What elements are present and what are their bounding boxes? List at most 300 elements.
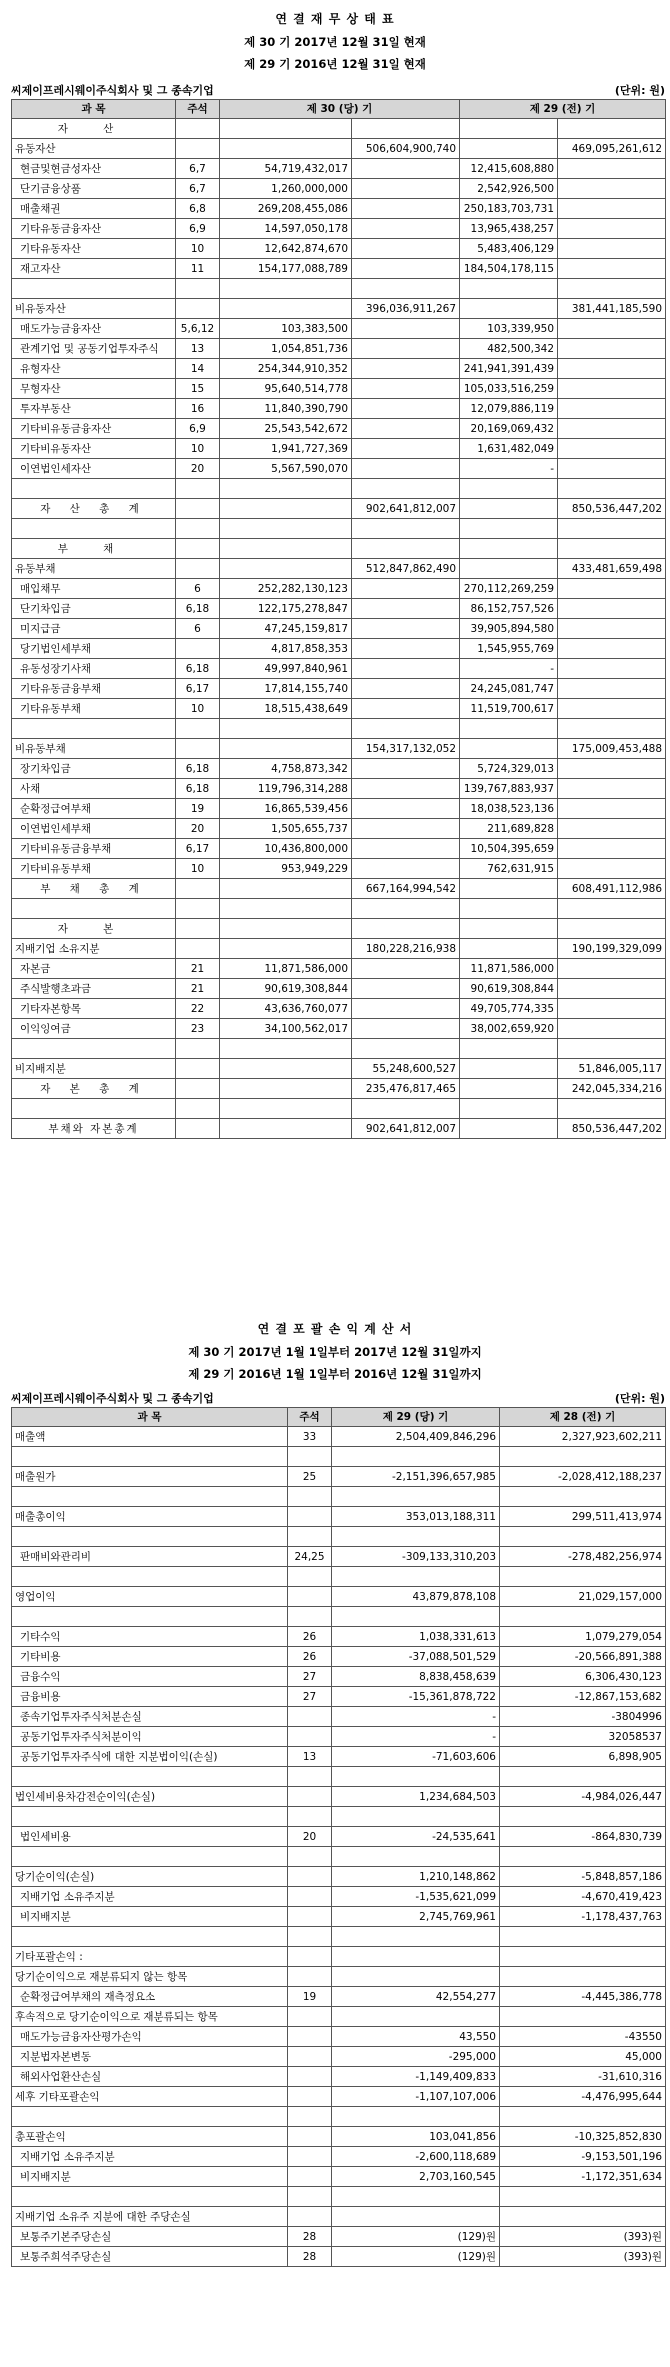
bs-prior-item-amount: 24,245,081,747 — [460, 679, 558, 699]
is-header-row — [12, 1408, 666, 1427]
bs-current-subtotal: 55,248,600,527 — [352, 1059, 460, 1079]
bs-account-label: 재고자산 — [12, 259, 176, 279]
is-row — [12, 1967, 666, 1987]
bs-note: 21 — [176, 959, 220, 979]
bs-account-label: 당기법인세부채 — [12, 639, 176, 659]
bs-empty-cell — [220, 899, 352, 919]
bs-row — [12, 759, 666, 779]
bs-empty-cell — [352, 519, 460, 539]
bs-empty-cell — [12, 519, 176, 539]
bs-prior-subtotal — [558, 619, 666, 639]
bs-prior-subtotal — [558, 319, 666, 339]
is-note — [288, 1887, 332, 1907]
is-prior-amount: -4,670,419,423 — [500, 1887, 666, 1907]
bs-empty-cell — [460, 1039, 558, 1059]
is-current-amount: (129)원 — [332, 2247, 500, 2267]
bs-row — [12, 219, 666, 239]
bs-current-item-amount — [220, 499, 352, 519]
is-row — [12, 1487, 666, 1507]
bs-current-subtotal — [352, 999, 460, 1019]
is-empty-cell — [332, 1567, 500, 1587]
is-prior-amount: -3804996 — [500, 1707, 666, 1727]
bs-empty-cell — [220, 479, 352, 499]
bs-note: 10 — [176, 699, 220, 719]
is-current-amount: 103,041,856 — [332, 2127, 500, 2147]
is-prior-amount: -10,325,852,830 — [500, 2127, 666, 2147]
bs-current-subtotal — [352, 839, 460, 859]
bs-prior-item-amount: 49,705,774,335 — [460, 999, 558, 1019]
is-account-label: 비지배지분 — [12, 1907, 288, 1927]
bs-prior-item-amount — [460, 499, 558, 519]
bs-account-label: 기타비유동부채 — [12, 859, 176, 879]
is-prior-amount — [500, 2007, 666, 2027]
is-prior-amount: -1,172,351,634 — [500, 2167, 666, 2187]
bs-current-item-amount: 16,865,539,456 — [220, 799, 352, 819]
bs-row — [12, 199, 666, 219]
bs-company-line — [11, 82, 665, 98]
bs-note — [176, 739, 220, 759]
bs-row — [12, 379, 666, 399]
bs-prior-subtotal — [558, 599, 666, 619]
bs-current-subtotal — [352, 179, 460, 199]
is-empty-cell — [12, 1767, 288, 1787]
bs-empty-cell — [12, 899, 176, 919]
is-empty-cell — [332, 2187, 500, 2207]
is-empty-cell — [12, 1847, 288, 1867]
is-empty-cell — [12, 2107, 288, 2127]
is-note — [288, 2047, 332, 2067]
bs-current-item-amount: 47,245,159,817 — [220, 619, 352, 639]
is-account-label: 기타수익 — [12, 1627, 288, 1647]
is-empty-cell — [500, 2187, 666, 2207]
is-prior-amount: 32058537 — [500, 1727, 666, 1747]
bs-prior-item-amount: 5,724,329,013 — [460, 759, 558, 779]
is-row — [12, 2047, 666, 2067]
bs-note — [176, 499, 220, 519]
bs-empty-cell — [220, 519, 352, 539]
bs-note: 11 — [176, 259, 220, 279]
bs-empty-cell — [460, 919, 558, 939]
is-prior-amount: 1,079,279,054 — [500, 1627, 666, 1647]
is-period-current: 제 30 기 2017년 1월 1일부터 2017년 12월 31일까지 — [188, 1345, 482, 1359]
bs-note: 10 — [176, 859, 220, 879]
bs-prior-subtotal — [558, 159, 666, 179]
bs-account-label: 매입채무 — [12, 579, 176, 599]
bs-row — [12, 939, 666, 959]
bs-prior-item-amount: 250,183,703,731 — [460, 199, 558, 219]
bs-empty-cell — [176, 919, 220, 939]
is-period-prior: 제 29 기 2016년 1월 1일부터 2016년 12월 31일까지 — [188, 1367, 482, 1381]
is-note — [288, 1967, 332, 1987]
bs-empty-cell — [558, 1039, 666, 1059]
bs-note: 6,18 — [176, 779, 220, 799]
bs-prior-item-amount: 184,504,178,115 — [460, 259, 558, 279]
bs-row — [12, 399, 666, 419]
bs-prior-item-amount — [460, 1059, 558, 1079]
is-empty-cell — [332, 1927, 500, 1947]
bs-prior-item-amount — [460, 1119, 558, 1139]
bs-current-subtotal — [352, 379, 460, 399]
bs-account-label: 지배기업 소유지분 — [12, 939, 176, 959]
bs-empty-cell — [558, 719, 666, 739]
bs-company-name: 씨제이프레시웨이주식회사 및 그 종속기업 — [11, 84, 214, 97]
is-empty-cell — [332, 1607, 500, 1627]
bs-current-subtotal — [352, 799, 460, 819]
is-empty-cell — [500, 1607, 666, 1627]
bs-section-heading: 자 산 — [12, 119, 176, 139]
bs-prior-item-amount: 2,542,926,500 — [460, 179, 558, 199]
is-current-amount: (129)원 — [332, 2227, 500, 2247]
is-row — [12, 1467, 666, 1487]
bs-current-item-amount: 43,636,760,077 — [220, 999, 352, 1019]
is-account-label: 법인세비용차감전순이익(손실) — [12, 1787, 288, 1807]
bs-prior-item-amount: 762,631,915 — [460, 859, 558, 879]
is-current-amount: 1,234,684,503 — [332, 1787, 500, 1807]
bs-row — [12, 659, 666, 679]
bs-empty-cell — [220, 119, 352, 139]
is-empty-cell — [12, 2187, 288, 2207]
is-row — [12, 1847, 666, 1867]
is-empty-cell — [288, 1567, 332, 1587]
bs-row — [12, 299, 666, 319]
is-row — [12, 1427, 666, 1447]
is-current-amount: -37,088,501,529 — [332, 1647, 500, 1667]
bs-prior-subtotal — [558, 819, 666, 839]
is-prior-amount: -864,830,739 — [500, 1827, 666, 1847]
bs-empty-cell — [176, 899, 220, 919]
is-current-amount: 2,504,409,846,296 — [332, 1427, 500, 1447]
bs-row — [12, 339, 666, 359]
is-row — [12, 1907, 666, 1927]
bs-note: 6,8 — [176, 199, 220, 219]
bs-current-subtotal — [352, 259, 460, 279]
is-current-amount: -1,107,107,006 — [332, 2087, 500, 2107]
is-row — [12, 1667, 666, 1687]
bs-prior-subtotal — [558, 379, 666, 399]
bs-current-subtotal — [352, 319, 460, 339]
bs-account-label: 이연법인세부채 — [12, 819, 176, 839]
is-prior-amount: -20,566,891,388 — [500, 1647, 666, 1667]
bs-current-item-amount: 18,515,438,649 — [220, 699, 352, 719]
is-empty-cell — [332, 1847, 500, 1867]
is-current-amount: 43,879,878,108 — [332, 1587, 500, 1607]
is-current-amount: 43,550 — [332, 2027, 500, 2047]
bs-current-subtotal — [352, 359, 460, 379]
is-account-label: 공동기업투자주식처분이익 — [12, 1727, 288, 1747]
bs-unit-label: (단위: 원) — [614, 84, 665, 97]
is-note — [288, 1907, 332, 1927]
is-account-label: 공동기업투자주식에 대한 지분법이익(손실) — [12, 1747, 288, 1767]
is-current-amount: -309,133,310,203 — [332, 1547, 500, 1567]
bs-prior-subtotal — [558, 679, 666, 699]
is-header-prior: 제 28 (전) 기 — [500, 1408, 666, 1427]
bs-current-subtotal: 667,164,994,542 — [352, 879, 460, 899]
is-row — [12, 1767, 666, 1787]
bs-row — [12, 319, 666, 339]
bs-empty-cell — [352, 279, 460, 299]
bs-section-heading: 부 채 — [12, 539, 176, 559]
is-row — [12, 1707, 666, 1727]
bs-current-subtotal — [352, 759, 460, 779]
is-company-name: 씨제이프레시웨이주식회사 및 그 종속기업 — [11, 1392, 214, 1405]
bs-empty-cell — [220, 919, 352, 939]
is-current-amount: 1,038,331,613 — [332, 1627, 500, 1647]
bs-prior-subtotal — [558, 759, 666, 779]
is-empty-cell — [288, 1767, 332, 1787]
bs-current-subtotal: 512,847,862,490 — [352, 559, 460, 579]
is-prior-amount: -5,848,857,186 — [500, 1867, 666, 1887]
bs-current-item-amount: 154,177,088,789 — [220, 259, 352, 279]
bs-empty-cell — [558, 1099, 666, 1119]
is-row — [12, 1787, 666, 1807]
is-title: 연 결 포 괄 손 익 계 산 서 — [257, 1322, 413, 1336]
is-row — [12, 1647, 666, 1667]
bs-empty-cell — [12, 1039, 176, 1059]
bs-prior-item-amount: 103,339,950 — [460, 319, 558, 339]
bs-note: 20 — [176, 819, 220, 839]
bs-account-label: 이연법인세자산 — [12, 459, 176, 479]
bs-current-item-amount: 14,597,050,178 — [220, 219, 352, 239]
bs-account-label: 기타유동금융부채 — [12, 679, 176, 699]
income-statement-table — [11, 1407, 666, 2267]
bs-row — [12, 799, 666, 819]
bs-note: 6,18 — [176, 759, 220, 779]
bs-header-account: 과 목 — [12, 100, 176, 119]
bs-row — [12, 839, 666, 859]
is-row — [12, 2227, 666, 2247]
is-row — [12, 2107, 666, 2127]
bs-prior-subtotal: 433,481,659,498 — [558, 559, 666, 579]
is-empty-cell — [500, 1927, 666, 1947]
bs-prior-subtotal — [558, 779, 666, 799]
is-account-label: 법인세비용 — [12, 1827, 288, 1847]
is-row — [12, 1607, 666, 1627]
bs-prior-item-amount: 86,152,757,526 — [460, 599, 558, 619]
is-row — [12, 2207, 666, 2227]
is-row — [12, 2147, 666, 2167]
bs-current-item-amount: 25,543,542,672 — [220, 419, 352, 439]
bs-note — [176, 639, 220, 659]
bs-prior-subtotal — [558, 419, 666, 439]
is-prior-amount — [500, 1947, 666, 1967]
is-empty-cell — [288, 1527, 332, 1547]
bs-prior-subtotal — [558, 979, 666, 999]
is-empty-cell — [12, 1527, 288, 1547]
is-prior-amount: -4,476,995,644 — [500, 2087, 666, 2107]
bs-row — [12, 599, 666, 619]
is-account-label: 매출총이익 — [12, 1507, 288, 1527]
is-empty-cell — [332, 1487, 500, 1507]
is-empty-cell — [12, 1607, 288, 1627]
bs-account-label: 비유동자산 — [12, 299, 176, 319]
is-note: 13 — [288, 1747, 332, 1767]
bs-current-subtotal — [352, 979, 460, 999]
bs-note: 6,7 — [176, 179, 220, 199]
bs-note: 13 — [176, 339, 220, 359]
bs-current-subtotal: 902,641,812,007 — [352, 499, 460, 519]
bs-prior-item-amount: 105,033,516,259 — [460, 379, 558, 399]
is-row — [12, 2087, 666, 2107]
is-row — [12, 1747, 666, 1767]
bs-empty-cell — [220, 719, 352, 739]
bs-empty-cell — [558, 119, 666, 139]
bs-account-label: 자 본 총 계 — [12, 1079, 176, 1099]
bs-current-subtotal — [352, 639, 460, 659]
bs-note: 6,17 — [176, 679, 220, 699]
bs-row — [12, 119, 666, 139]
bs-current-item-amount — [220, 1059, 352, 1079]
bs-note: 6,18 — [176, 659, 220, 679]
bs-note: 6,18 — [176, 599, 220, 619]
is-row — [12, 2127, 666, 2147]
bs-prior-subtotal — [558, 699, 666, 719]
bs-row — [12, 819, 666, 839]
bs-current-subtotal — [352, 579, 460, 599]
is-current-amount: -1,149,409,833 — [332, 2067, 500, 2087]
bs-current-item-amount: 103,383,500 — [220, 319, 352, 339]
is-account-label: 해외사업환산손실 — [12, 2067, 288, 2087]
bs-current-subtotal — [352, 219, 460, 239]
bs-current-subtotal — [352, 439, 460, 459]
bs-prior-subtotal — [558, 239, 666, 259]
bs-row — [12, 779, 666, 799]
is-prior-amount: 2,327,923,602,211 — [500, 1427, 666, 1447]
is-prior-amount: -31,610,316 — [500, 2067, 666, 2087]
bs-current-subtotal — [352, 779, 460, 799]
bs-header-prior: 제 29 (전) 기 — [460, 100, 666, 119]
bs-empty-cell — [558, 519, 666, 539]
bs-account-label: 유동자산 — [12, 139, 176, 159]
bs-row — [12, 1079, 666, 1099]
is-current-amount: -2,151,396,657,985 — [332, 1467, 500, 1487]
bs-prior-item-amount: 39,905,894,580 — [460, 619, 558, 639]
is-prior-amount: 45,000 — [500, 2047, 666, 2067]
is-empty-cell — [12, 1447, 288, 1467]
is-empty-cell — [500, 1567, 666, 1587]
bs-account-label: 순확정급여부채 — [12, 799, 176, 819]
bs-note: 6 — [176, 619, 220, 639]
is-current-amount: -2,600,118,689 — [332, 2147, 500, 2167]
is-prior-amount: -278,482,256,974 — [500, 1547, 666, 1567]
bs-note: 10 — [176, 439, 220, 459]
bs-current-item-amount — [220, 299, 352, 319]
bs-prior-item-amount: 5,483,406,129 — [460, 239, 558, 259]
bs-prior-item-amount: 20,169,069,432 — [460, 419, 558, 439]
bs-prior-subtotal: 850,536,447,202 — [558, 499, 666, 519]
bs-header-note: 주석 — [176, 100, 220, 119]
bs-prior-subtotal — [558, 459, 666, 479]
bs-note — [176, 1119, 220, 1139]
bs-prior-subtotal — [558, 1019, 666, 1039]
bs-account-label: 관계기업 및 공동기업투자주식 — [12, 339, 176, 359]
bs-note: 16 — [176, 399, 220, 419]
bs-row — [12, 719, 666, 739]
bs-empty-cell — [176, 539, 220, 559]
bs-note: 6,9 — [176, 219, 220, 239]
bs-row — [12, 999, 666, 1019]
is-row — [12, 1727, 666, 1747]
is-account-label: 종속기업투자주식처분손실 — [12, 1707, 288, 1727]
bs-prior-item-amount — [460, 739, 558, 759]
is-current-amount — [332, 1947, 500, 1967]
bs-account-label: 투자부동산 — [12, 399, 176, 419]
bs-account-label: 장기차입금 — [12, 759, 176, 779]
is-current-amount: 353,013,188,311 — [332, 1507, 500, 1527]
is-current-amount: -24,535,641 — [332, 1827, 500, 1847]
is-empty-cell — [500, 2107, 666, 2127]
bs-row — [12, 459, 666, 479]
bs-prior-item-amount: 18,038,523,136 — [460, 799, 558, 819]
bs-row — [12, 639, 666, 659]
is-prior-amount: (393)원 — [500, 2247, 666, 2267]
bs-prior-subtotal — [558, 999, 666, 1019]
is-note — [288, 1947, 332, 1967]
bs-current-item-amount: 1,260,000,000 — [220, 179, 352, 199]
bs-prior-subtotal — [558, 199, 666, 219]
bs-empty-cell — [460, 119, 558, 139]
bs-empty-cell — [220, 279, 352, 299]
bs-current-item-amount: 1,054,851,736 — [220, 339, 352, 359]
bs-prior-subtotal: 469,095,261,612 — [558, 139, 666, 159]
is-prior-amount: 299,511,413,974 — [500, 1507, 666, 1527]
bs-current-item-amount: 12,642,874,670 — [220, 239, 352, 259]
bs-empty-cell — [352, 1099, 460, 1119]
bs-account-label: 기타비유동자산 — [12, 439, 176, 459]
is-company-line — [11, 1390, 665, 1406]
is-account-label: 금융비용 — [12, 1687, 288, 1707]
is-account-label: 지배기업 소유주 지분에 대한 주당손실 — [12, 2207, 288, 2227]
is-current-amount — [332, 2007, 500, 2027]
is-prior-amount: (393)원 — [500, 2227, 666, 2247]
bs-prior-item-amount: 11,871,586,000 — [460, 959, 558, 979]
is-note — [288, 2207, 332, 2227]
bs-row — [12, 439, 666, 459]
bs-empty-cell — [558, 919, 666, 939]
is-note — [288, 1787, 332, 1807]
is-account-label: 총포괄손익 — [12, 2127, 288, 2147]
bs-empty-cell — [460, 539, 558, 559]
is-current-amount: -1,535,621,099 — [332, 1887, 500, 1907]
is-row — [12, 1547, 666, 1567]
is-prior-amount: -43550 — [500, 2027, 666, 2047]
is-account-label: 판매비와관리비 — [12, 1547, 288, 1567]
is-prior-amount: -4,445,386,778 — [500, 1987, 666, 2007]
is-note: 28 — [288, 2227, 332, 2247]
is-row — [12, 1687, 666, 1707]
bs-empty-cell — [352, 899, 460, 919]
is-prior-amount: -12,867,153,682 — [500, 1687, 666, 1707]
bs-prior-item-amount: 13,965,438,257 — [460, 219, 558, 239]
is-empty-cell — [332, 1767, 500, 1787]
bs-row — [12, 139, 666, 159]
bs-current-item-amount: 10,436,800,000 — [220, 839, 352, 859]
bs-current-item-amount: 54,719,432,017 — [220, 159, 352, 179]
is-empty-cell — [500, 1807, 666, 1827]
bs-empty-cell — [176, 719, 220, 739]
is-account-label: 세후 기타포괄손익 — [12, 2087, 288, 2107]
is-account-label: 순확정급여부채의 재측정요소 — [12, 1987, 288, 2007]
is-empty-cell — [500, 1487, 666, 1507]
is-note: 27 — [288, 1687, 332, 1707]
is-account-label: 당기순이익(손실) — [12, 1867, 288, 1887]
is-empty-cell — [288, 2187, 332, 2207]
bs-prior-item-amount: 38,002,659,920 — [460, 1019, 558, 1039]
is-note: 27 — [288, 1667, 332, 1687]
is-row — [12, 1927, 666, 1947]
bs-empty-cell — [352, 119, 460, 139]
bs-current-item-amount: 269,208,455,086 — [220, 199, 352, 219]
bs-prior-item-amount: 1,545,955,769 — [460, 639, 558, 659]
